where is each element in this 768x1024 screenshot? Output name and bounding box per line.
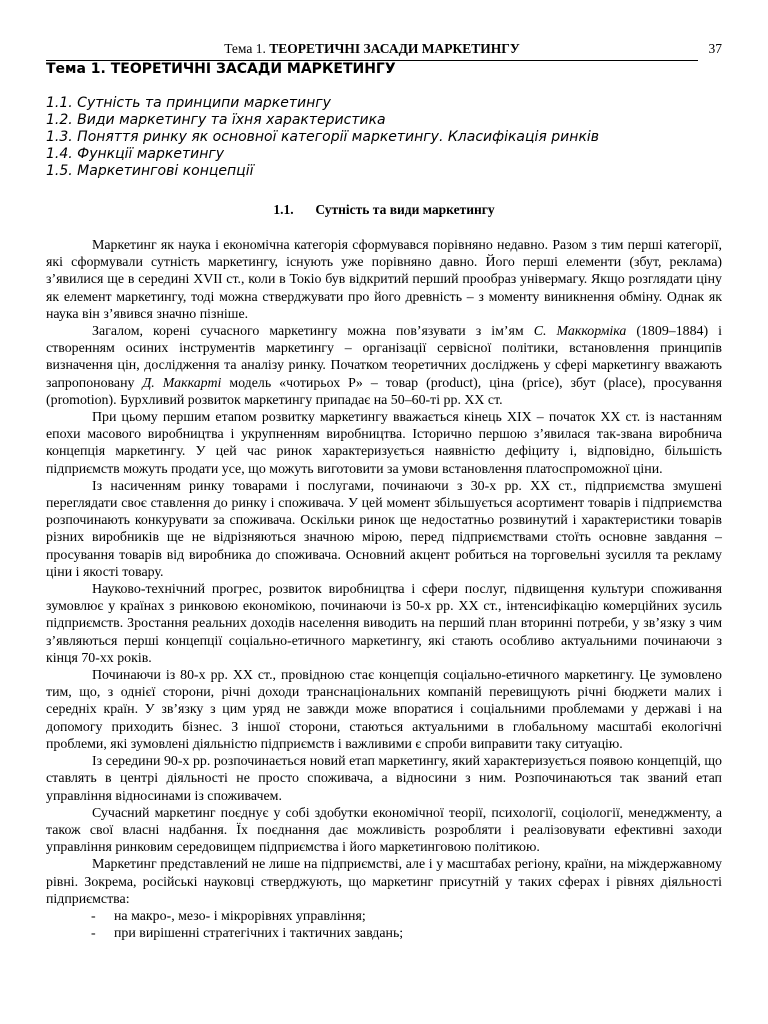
toc-item: 1.4. Функції маркетингу [46,146,225,162]
paragraph: Загалом, корені сучасного маркетингу можна пов’язувати з ім’ям С. Маккорміка (1809–1884) і створенням осиних інструментів маркетингу – організації сервісної політики, встановлення принципів визначення цін, дослідження та аналізу ринку. Початком теоретичних досліджень у сфері маркетингу вважають запропоновану Д. Маккарті модель «чотирьох P» – товар (product), ціна (price), збут (place), просування (promotion). Бурхливий розвиток маркетингу припадає на 50–60-ті рр. XX ст. [46,324,722,408]
toc-item: 1.2. Види маркетингу та їхня характеристика [46,112,386,128]
page-number: 37 [708,41,722,56]
dash-bullet: - [91,926,96,942]
paragraph: При цьому першим етапом розвитку маркетингу вважається кінець XIX – початок XX ст. із настанням епохи масового виробництва і укрупненням виробництва. Історично першою з’явилася так-звана виробнича концепція маркетингу. У цей час ринок характеризується наявністю дефіциту і, відповідно, більшість підприємств можуть продати усе, що можуть виготовити за умови встановлення платоспроможної ціни. [46,410,722,477]
author-name: Д. Маккарті [142,375,222,391]
toc-item: 1.5. Маркетингові концепції [46,163,254,179]
table-of-contents [46,95,722,180]
bullet-list [46,908,722,942]
section-number: 1.1. [273,202,294,217]
running-header [46,40,722,61]
author-name: С. Маккорміка [533,324,627,340]
list-item: - на макро-, мезо- і мікрорівнях управління; [91,908,366,924]
paragraph: Із насиченням ринку товарами і послугами, починаючи з 30-х рр. XX ст., підприємства змушені переглядати своє ставлення до ринку і споживача. У цей момент збільшується асортимент товарів і підприємства розпочинають конкурувати за споживача. Оскільки ринок ще недостатньо розвинутий і характеристики товарів різних виробників ще не відрізняються значною мірою, перед підприємствами стоїть основне завдання – просування товарів від виробника до споживача. Основний акцент робиться на торговельні зусилля та рекламу ціни і якості товару. [46,478,722,580]
paragraph: Починаючи із 80-х рр. XX ст., провідною стає концепція соціально-етичного маркетингу. Це зумовлено тим, що, з однієї сторони, річні доходи транснаціональних компаній перевищують річні бюджети малих і середніх країн. У зв’язку з цим уряд не завжди може впоратися і соціальними проблемами у державі і на допомогу приходить бізнес. З іншої сторони, стаються актуальними в глобальному масштабі екологічні проблеми, які зумовлені діяльністю підприємств і важливими є спроби виправити таку ситуацію. [46,668,722,752]
paragraph: Із середини 90-х рр. розпочинається новий етап маркетингу, який характеризується появою концепцій, що ставлять в центрі діяльності не просто споживача, а відносини з ним. Розпочинаються так званий етап управління відносинами із споживачем. [46,754,722,804]
document-page [46,40,722,942]
paragraph: Маркетинг як наука і економічна категорія сформувався порівняно недавно. Разом з тим перші категорії, які сформували сутність маркетингу, існують уже порівняно давно. Його перші елементи (збут, реклама) з’явилися ще в середині XVII ст., коли в Токіо був відкритий перший прообраз універмагу. Якщо розглядати ціну як елемент маркетингу, тоді можна стверджувати про його древність – з моменту виникнення обміну. Однак як наука він з’явився значно пізніше. [46,238,722,322]
dash-bullet: - [91,908,96,924]
paragraph: Маркетинг представлений не лише на підприємстві, але і у масштабах регіону, країни, на міждержавному рівні. Зокрема, російські науковці стверджують, що маркетинг присутній у таких сферах і рівнях діяльності підприємства: [46,857,722,907]
section-heading [46,201,722,218]
paragraph: Сучасний маркетинг поєднує у собі здобутки економічної теорії, психології, соціології, менеджменту, а також свої власні надбання. Їх поєднання дає можливість розробляти і реалізовувати ефективні заходи управління ринковим середовищем підприємства і його маркетинговою політикою. [46,805,722,856]
toc-item: 1.1. Сутність та принципи маркетингу [46,95,331,111]
paragraph: Науково-технічний прогрес, розвиток виробництва і сфери послуг, підвищення культури споживання зумовлює у країнах з ринковою економікою, починаючи із 50-х рр. XX ст., інтенсифікацію комерційних зусиль підприємств. Зростання реальних доходів населення виводить на перший план вторинні потреби, у зв’язку з чим з’являються перші концепції соціально-етичного маркетингу, які стають особливо актуальними починаючи з кінця 70-хх років. [46,582,722,666]
body-text [46,237,722,942]
chapter-title: Тема 1. ТЕОРЕТИЧНІ ЗАСАДИ МАРКЕТИНГУ [46,61,396,77]
running-header-title: Тема 1. ТЕОРЕТИЧНІ ЗАСАДИ МАРКЕТИНГУ [224,41,520,56]
running-header-bold: ТЕОРЕТИЧНІ ЗАСАДИ МАРКЕТИНГУ [269,41,520,56]
toc-item: 1.3. Поняття ринку як основної категорії маркетингу. Класифікація ринків [46,129,600,145]
list-item: - при вирішенні стратегічних і тактичних завдань; [91,926,404,942]
section-title: Сутність та види маркетингу [315,202,495,217]
